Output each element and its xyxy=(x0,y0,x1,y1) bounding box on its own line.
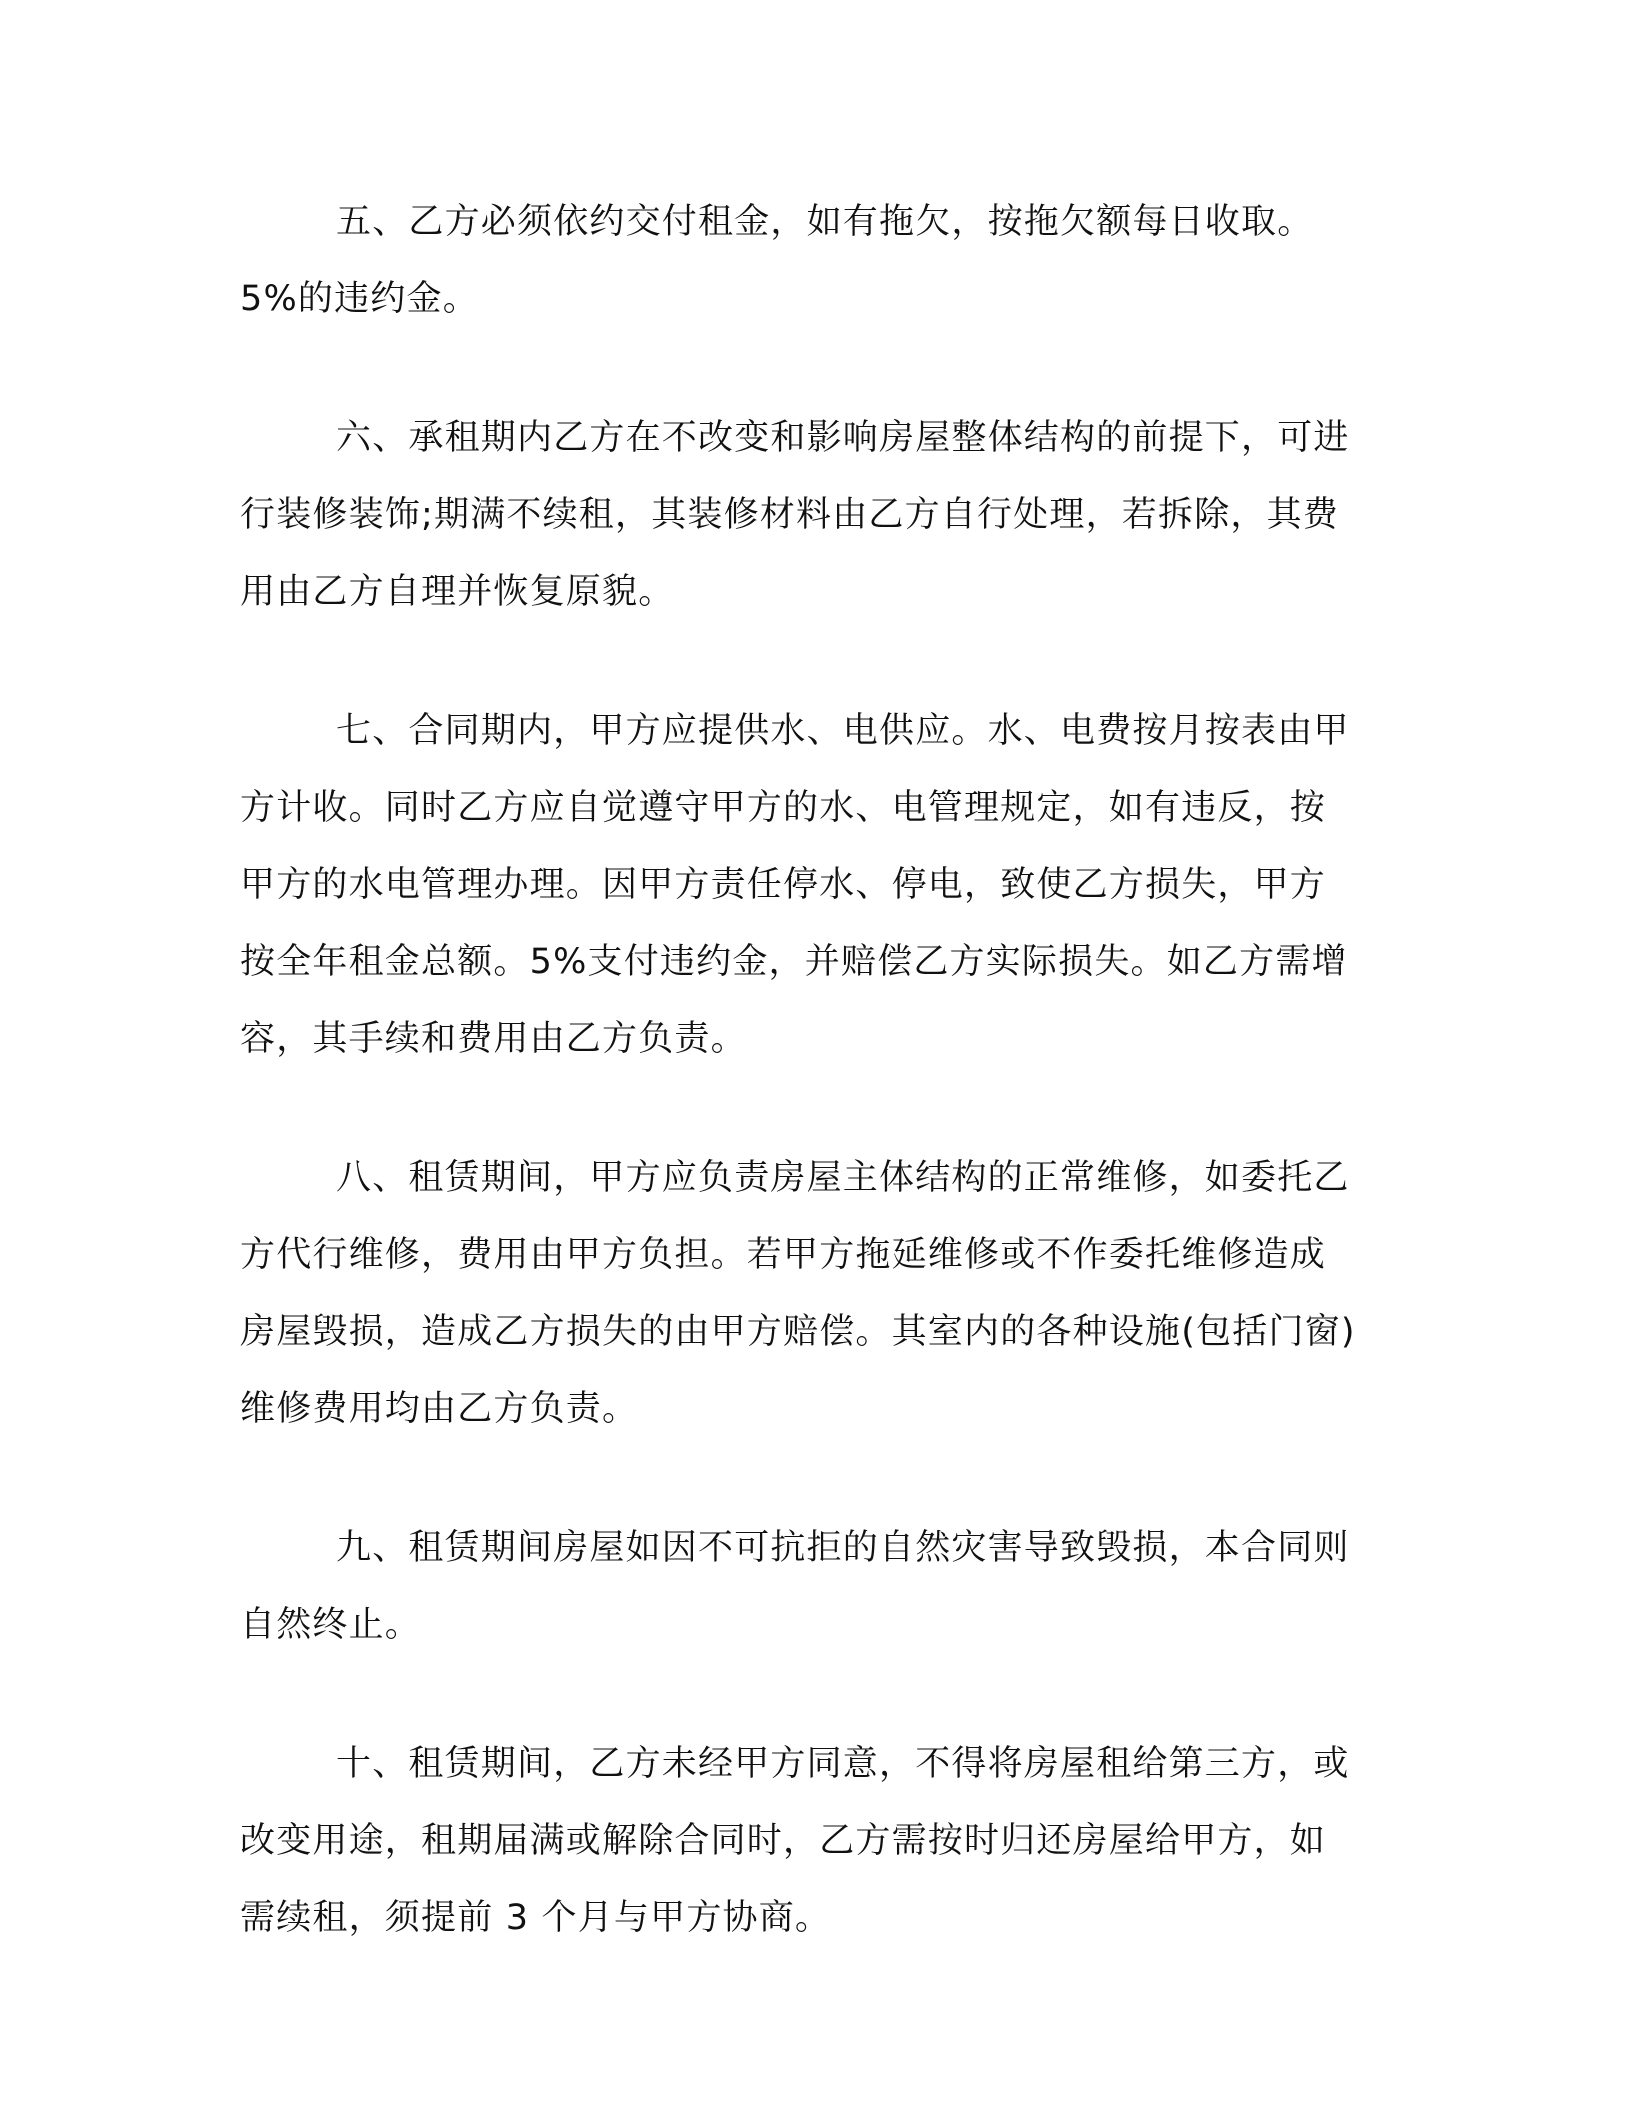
clause-6-line-1: 六、承租期内乙方在不改变和影响房屋整体结构的前提下，可进 xyxy=(336,418,1350,458)
clause-7-line-5: 容，其手续和费用由乙方负责。 xyxy=(240,1019,747,1059)
clause-6-line-2: 行装修装饰;期满不续租，其装修材料由乙方自行处理，若拆除，其费 xyxy=(240,495,1339,535)
clause-10-line-1: 十、租赁期间，乙方未经甲方同意，不得将房屋租给第三方，或 xyxy=(336,1744,1350,1784)
clause-5-line-1: 五、乙方必须依约交付租金，如有拖欠，按拖欠额每日收取。 xyxy=(336,202,1314,242)
clause-6 xyxy=(240,400,1380,631)
clause-6-line-3: 用由乙方自理并恢复原貌。 xyxy=(240,572,675,612)
clause-7-line-1: 七、合同期内，甲方应提供水、电供应。水、电费按月按表由甲 xyxy=(336,711,1350,751)
clause-8 xyxy=(240,1140,1380,1448)
clause-8-line-2: 方代行维修，费用由甲方负担。若甲方拖延维修或不作委托维修造成 xyxy=(240,1235,1327,1275)
document-body xyxy=(240,184,1380,2019)
clause-7-line-2: 方计收。同时乙方应自觉遵守甲方的水、电管理规定，如有违反，按 xyxy=(240,788,1327,828)
clause-9-line-1: 九、租赁期间房屋如因不可抗拒的自然灾害导致毁损，本合同则 xyxy=(336,1528,1350,1568)
clause-9 xyxy=(240,1510,1380,1664)
clause-8-line-3: 房屋毁损，造成乙方损失的由甲方赔偿。其室内的各种设施(包括门窗) xyxy=(240,1312,1356,1352)
clause-7-line-4: 按全年租金总额。5%支付违约金，并赔偿乙方实际损失。如乙方需增 xyxy=(240,942,1348,982)
clause-10-line-3: 需续租，须提前 3 个月与甲方协商。 xyxy=(240,1898,832,1938)
clause-5 xyxy=(240,184,1380,338)
clause-9-line-2: 自然终止。 xyxy=(240,1605,422,1645)
clause-7-line-3: 甲方的水电管理办理。因甲方责任停水、停电，致使乙方损失，甲方 xyxy=(240,865,1327,905)
clause-10-line-2: 改变用途，租期届满或解除合同时，乙方需按时归还房屋给甲方，如 xyxy=(240,1821,1327,1861)
clause-5-line-2: 5%的违约金。 xyxy=(240,279,479,319)
clause-8-line-4: 维修费用均由乙方负责。 xyxy=(240,1389,639,1429)
clause-10 xyxy=(240,1726,1380,1957)
clause-7 xyxy=(240,693,1380,1078)
clause-8-line-1: 八、租赁期间，甲方应负责房屋主体结构的正常维修，如委托乙 xyxy=(336,1158,1350,1198)
